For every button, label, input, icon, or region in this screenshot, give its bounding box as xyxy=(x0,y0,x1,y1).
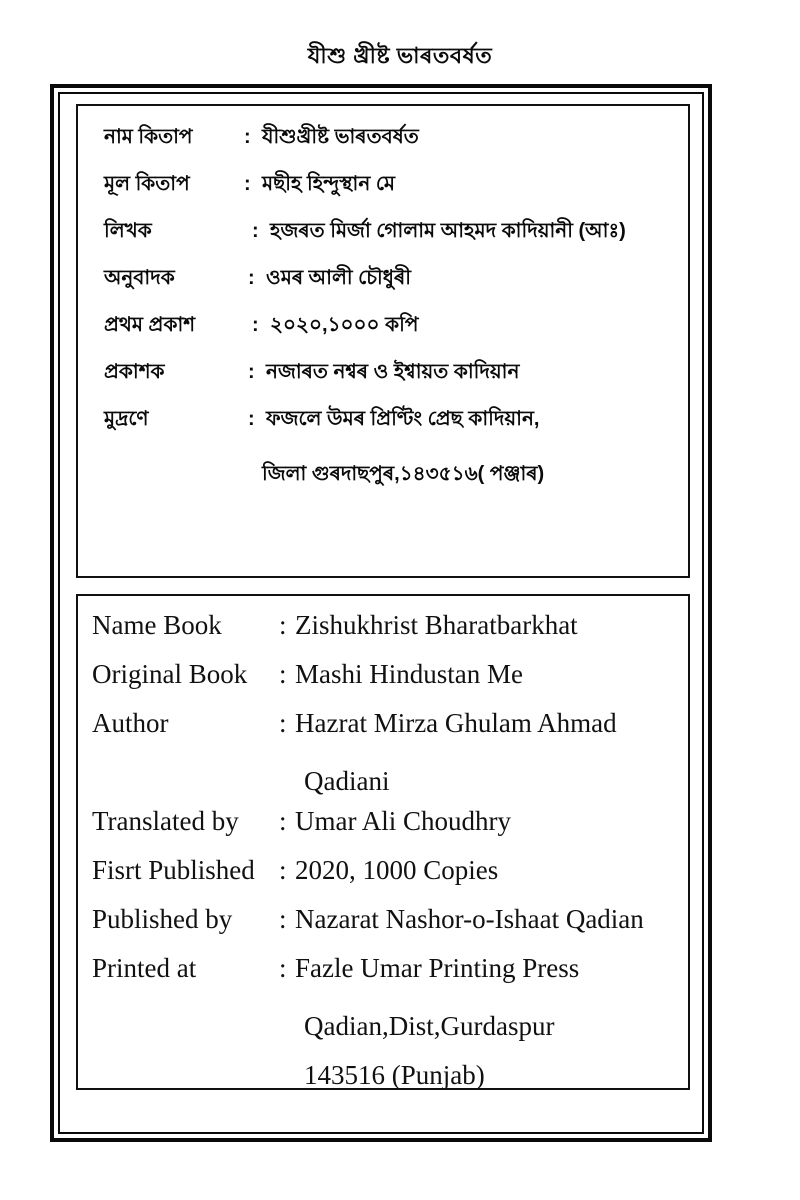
table-row xyxy=(104,216,688,263)
table-row xyxy=(92,855,688,904)
row-label-name-book: Name Book xyxy=(92,610,222,640)
row-value-original-book-assamese: মছীহ হিন্দুস্থান মে xyxy=(262,173,396,195)
row-separator: : xyxy=(279,659,287,689)
row-value-publisher-assamese: নজাৰত নশ্বৰ ও ইশ্বায়ত কাদিয়ান xyxy=(266,361,520,383)
page-title: যীশু খ্ৰীষ্ট ভাৰতবৰ্ষত xyxy=(307,43,493,68)
row-value-original-book: Mashi Hindustan Me xyxy=(295,659,523,689)
row-label-printed-at: Printed at xyxy=(92,953,197,983)
row-separator: : xyxy=(279,953,287,983)
table-row xyxy=(92,953,688,1002)
row-separator: : xyxy=(279,855,287,885)
table-row xyxy=(92,806,688,855)
row-value-name-book: Zishukhrist Bharatbarkhat xyxy=(295,610,578,640)
colophon-panel-english xyxy=(76,594,690,1090)
row-separator: : xyxy=(248,361,255,383)
row-label-translated-by: Translated by xyxy=(92,806,239,836)
table-row xyxy=(104,404,688,451)
table-row xyxy=(104,357,688,404)
row-value-translator-assamese: ওমৰ আলী চৌধুৰী xyxy=(266,267,411,289)
row-value-translated-by: Umar Ali Choudhry xyxy=(295,806,511,836)
row-value-printed-at-address: Qadian,Dist,Gurdaspur xyxy=(304,1011,555,1041)
row-separator: : xyxy=(252,220,259,242)
colophon-rows-english xyxy=(78,596,688,1100)
row-label-original-book-assamese: মূল কিতাপ xyxy=(104,173,190,195)
row-separator: : xyxy=(248,408,255,430)
row-value-author-assamese: হজৰত মিৰ্জা গোলাম আহমদ কাদিয়ানী (আঃ) xyxy=(270,220,626,242)
row-value-printed-at: Fazle Umar Printing Press xyxy=(295,953,580,983)
row-value-author: Hazrat Mirza Ghulam Ahmad xyxy=(295,708,617,738)
row-label-author-assamese: লিখক xyxy=(104,220,152,242)
row-separator: : xyxy=(244,173,251,195)
row-label-translator-assamese: অনুবাদক xyxy=(104,267,175,289)
table-row xyxy=(104,122,688,169)
table-row xyxy=(92,659,688,708)
row-separator: : xyxy=(279,610,287,640)
row-label-first-published-assamese: প্ৰথম প্ৰকাশ xyxy=(104,314,196,336)
row-label-published-by: Published by xyxy=(92,904,233,934)
row-separator: : xyxy=(279,904,287,934)
row-value-first-published: 2020, 1000 Copies xyxy=(295,855,499,885)
colophon-rows-assamese xyxy=(78,106,688,498)
row-separator: : xyxy=(279,708,287,738)
row-value-printed-at-assamese: ফজলে উমৰ প্ৰিণ্টিং প্ৰেছ কাদিয়ান, xyxy=(266,408,540,430)
row-value-name-book-assamese: যীশুখ্ৰীষ্ট ভাৰতবৰ্ষত xyxy=(262,126,419,148)
row-label-original-book: Original Book xyxy=(92,659,248,689)
row-value-published-by: Nazarat Nashor-o-Ishaat Qadian xyxy=(295,904,644,934)
table-row xyxy=(104,310,688,357)
row-separator: : xyxy=(279,806,287,836)
row-separator: : xyxy=(244,126,251,148)
table-row xyxy=(92,904,688,953)
row-value-author-continuation: Qadiani xyxy=(304,766,390,796)
colophon-panel-assamese xyxy=(76,104,690,578)
row-label-author: Author xyxy=(92,708,169,738)
row-separator: : xyxy=(248,267,255,289)
row-label-name-book-assamese: নাম কিতাপ xyxy=(104,126,193,148)
row-label-printed-at-assamese: মুদ্ৰণে xyxy=(104,408,149,430)
table-row xyxy=(104,263,688,310)
row-label-first-published: Fisrt Published xyxy=(92,855,255,885)
table-row xyxy=(92,610,688,659)
table-row xyxy=(104,169,688,216)
row-value-first-published-assamese: ২০২০,১০০০ কপি xyxy=(270,314,419,336)
row-value-printed-at-address-assamese: জিলা গুৰদাছপুৰ,১৪৩৫১৬( পঞ্জাৰ) xyxy=(262,463,545,485)
row-value-printed-at-postal: 143516 (Punjab) xyxy=(304,1060,485,1090)
row-label-publisher-assamese: প্ৰকাশক xyxy=(104,361,165,383)
row-separator: : xyxy=(252,314,259,336)
table-row xyxy=(92,708,688,757)
